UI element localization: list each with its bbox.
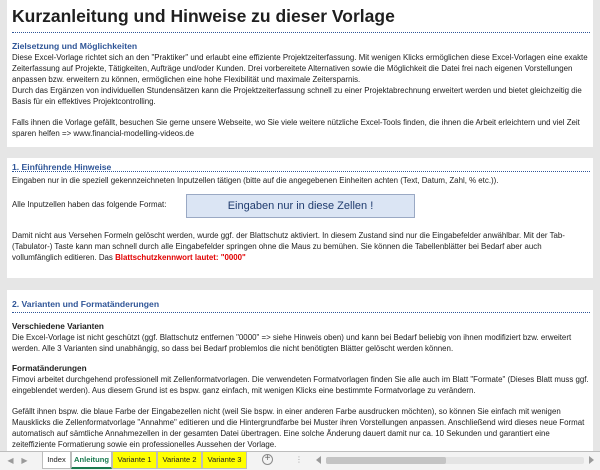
input-cell-sample[interactable]: Eingaben nur in diese Zellen !: [186, 194, 415, 218]
section-2-heading: 2. Varianten und Formatänderungen: [12, 299, 160, 309]
horizontal-scrollbar-thumb[interactable]: [326, 457, 446, 464]
scroll-left-arrow-icon[interactable]: [316, 456, 321, 464]
scroll-tabs-right-icon[interactable]: ▶: [21, 456, 28, 465]
protection-text: Damit nicht aus Versehen Formeln gelöscht werden, wurde ggf. der Blattschutz aktiviert. In diesem Zustand sind nur die Eingabefelder anwählbar. Mit der Tab-(Tabulator-) Taste kann man schnell durch alle Eingabefelder springen ohne die Maus zu bemühen. Sie können die Tabellenblätter bei Bedarf aber auch vollumfänglich editieren. Das: [12, 231, 565, 262]
more-options-icon[interactable]: ⋮: [295, 455, 304, 464]
intro-paragraph-3: Falls ihnen die Vorlage gefällt, besuchen Sie gerne unsere Webseite, wo Sie viele weitere nützliche Excel-Tools finden, die ihnen die Arbeit erleichtern und viel Zeit sparen helfen => www.financial-modelling-videos.de: [12, 118, 580, 138]
page-title: Kurzanleitung und Hinweise zu dieser Vorlage: [12, 6, 395, 26]
section-1-line-1: Eingaben nur in die speziell gekennzeichneten Inputzellen tätigen (bitte auf die angegebenen Einheiten achten (Text, Datum, Zahl, % etc.)).: [12, 176, 499, 185]
section-1-paragraph: [12, 231, 590, 264]
tab-anleitung[interactable]: Anleitung: [71, 452, 112, 469]
section-2-divider: [12, 312, 590, 313]
sheet-tab-bar: [0, 451, 600, 470]
scroll-tabs-left-icon[interactable]: ◀: [7, 456, 14, 465]
intro-paragraph-1: Diese Excel-Vorlage richtet sich an den "Praktiker" und erlaubt eine effiziente Projektzeiterfassung. Mit wenigen Klicks ermöglichen diese Excel-Vorlagen eine exakte Zeiterfassung auf Projekte, Tätigkeiten, Aufträge und/oder Kunden. Drei vorbereitete Alternativen sowie die Möglichkeit die Datei frei nach eigenen Vorstellungen anpassen bzw. erweitern zu können, ermöglichen eine hohe Flexibilität und maximale Zeitersparnis.: [12, 53, 588, 84]
format-changes-subheading: Formatänderungen: [12, 364, 87, 373]
password-note: Blattschutzkennwort lautet: "0000": [115, 252, 246, 262]
tab-index[interactable]: Index: [42, 452, 71, 469]
tab-variante-2[interactable]: Variante 2: [157, 452, 202, 469]
input-format-label: Alle Inputzellen haben das folgende Format:: [12, 200, 167, 209]
section-1-heading: 1. Einführende Hinweise: [12, 162, 112, 172]
scroll-right-arrow-icon[interactable]: [589, 456, 594, 464]
format-changes-text-1: Fimovi arbeitet durchgehend professionell mit Zellenformatvorlagen. Die verwendeten Formatvorlagen finden Sie alle auch im Blatt "Formate" (Dieses Blatt muss ggf. eingeblendet werden). Aus diesem Grund ist es bspw. ganz einfach, mit wenigen Klicks eine bestimmte Formatvorlage zu verändern.: [12, 375, 589, 395]
variants-subheading: Verschiedene Varianten: [12, 322, 104, 331]
section-1-divider: [12, 171, 590, 172]
title-divider: [12, 32, 590, 33]
intro-paragraph-2: Durch das Ergänzen von individuellen Stundensätzen kann die Projektzeiterfassung schnell zu einer Projektabrechnung erweitert werden und bietet gleichzeitig die Basis für ein effektives Projektcontrolling.: [12, 86, 582, 106]
tab-variante-1[interactable]: Variante 1: [112, 452, 157, 469]
format-changes-text-2: Gefällt ihnen bspw. die blaue Farbe der Eingabezellen nicht (weil Sie bspw. in einer anderen Farbe ausdrucken möchten), so können Sie einfach mit wenigen Mausklicks die Zellenformatvorlage "Annahme" editieren und die Hintergrundfarbe bei Muster ihren Vorstellungen anpassen. Anschließend wird dieses neue Format automatisch auf sämtliche Annahmezellen in der gesamten Datei übertragen. Eine solche Änderung dauert damit nur ca. 10 Sekunden und garantiert eine zeiteffiziente Formatierung sowie ein professionelles Aussehen der Vorlage.: [12, 407, 585, 449]
add-sheet-plus-icon[interactable]: +: [262, 454, 273, 465]
variants-text: Die Excel-Vorlage ist nicht geschützt (ggf. Blattschutz entfernen "0000" => siehe Hinweis oben) und kann bei Bedarf beliebig von ihnen modifiziert bzw. erweitert werden. Alle 3 Varianten sind unabhängig, so dass bei Bedarf problemlos die nicht benötigten Blätter gelöscht werden können.: [12, 333, 572, 353]
tab-variante-3[interactable]: Variante 3: [202, 452, 247, 469]
intro-heading: Zielsetzung und Möglichkeiten: [12, 41, 138, 51]
